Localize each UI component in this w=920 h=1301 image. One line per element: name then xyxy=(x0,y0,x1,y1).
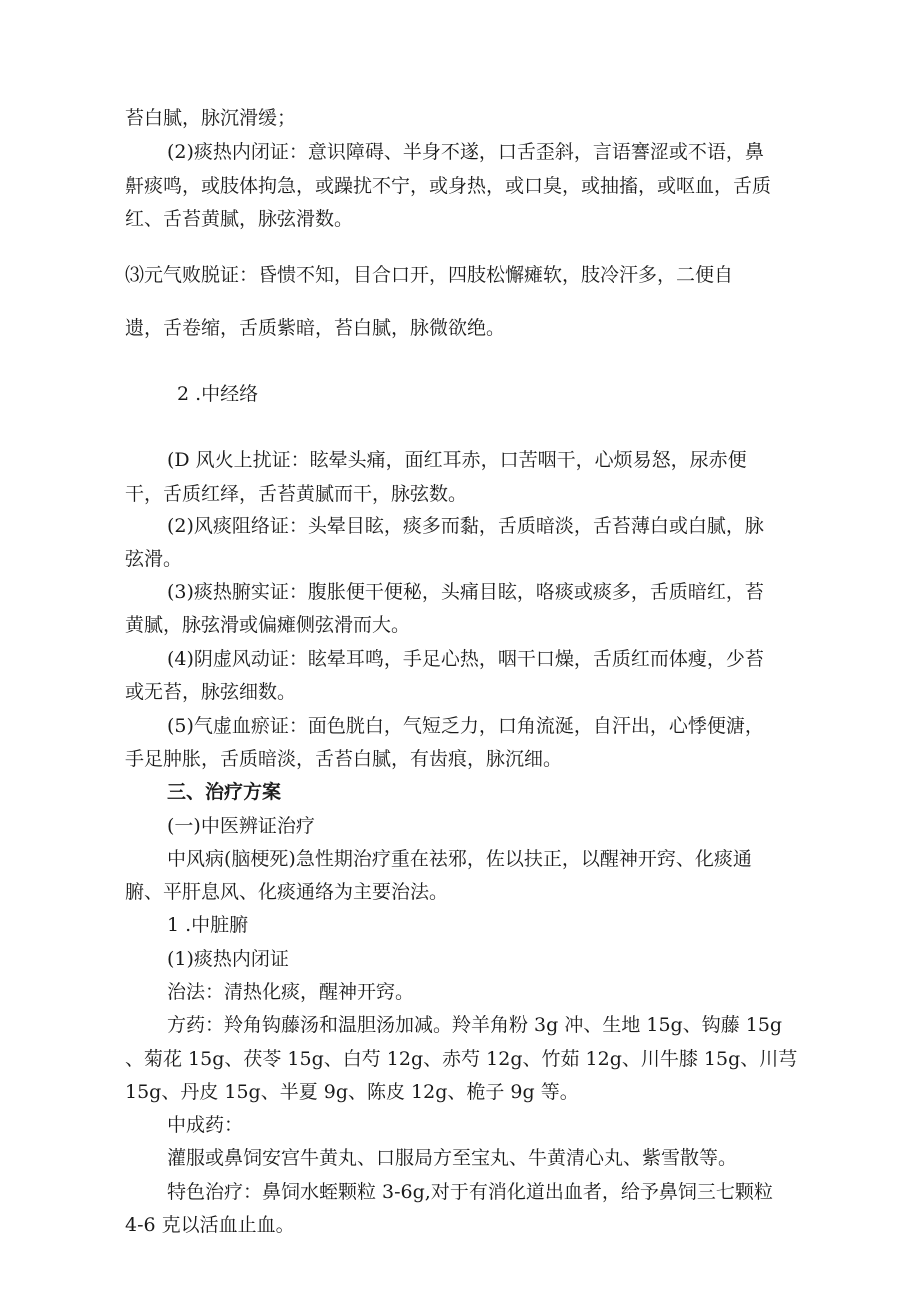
text-line: (2)痰热内闭证：意识障碍、半身不遂，口舌歪斜，言语謇涩或不语，鼻 xyxy=(167,141,764,163)
text-line: 中成药： xyxy=(167,1114,244,1136)
subsection-heading: (一)中医辨证治疗 xyxy=(167,815,315,837)
text-line: 中风病(脑梗死)急性期治疗重在祛邪，佐以扶正，以醒神开窍、化痰通 xyxy=(167,848,752,870)
text-line: 15g、丹皮 15g、半夏 9g、陈皮 12g、桅子 9g 等。 xyxy=(125,1081,579,1103)
text-line: (2)风痰阻络证：头晕目眩，痰多而黏，舌质暗淡，舌苔薄白或白腻，脉 xyxy=(167,515,764,537)
text-line: 红、舌苔黄腻，脉弦滑数。 xyxy=(125,208,354,230)
subsection-heading: 1 .中脏腑 xyxy=(167,914,249,936)
text-line: (D 风火上扰证：眩晕头痛，面红耳赤，口苦咽干，心烦易怒，尿赤便 xyxy=(167,449,747,471)
text-line: (1)痰热内闭证 xyxy=(167,948,289,970)
text-line: ⑶元气败脱证：昏愦不知，目合口开，四肢松懈瘫软，肢冷汗多，二便自 xyxy=(125,264,734,286)
text-line: 4-6 克以活血止血。 xyxy=(125,1214,295,1236)
text-line: 苔白腻，脉沉滑缓； xyxy=(125,107,297,129)
text-line: 黄腻，脉弦滑或偏瘫侧弦滑而大。 xyxy=(125,614,411,636)
text-line: (4)阴虚风动证：眩晕耳鸣，手足心热，咽干口燥，舌质红而体瘦，少苔 xyxy=(167,648,764,670)
text-line: 治法：清热化痰，醒神开窍。 xyxy=(167,981,415,1003)
text-line: 腑、平肝息风、化痰通络为主要治法。 xyxy=(125,881,449,903)
text-line: 遗，舌卷缩，舌质紫暗，苔白腻，脉微欲绝。 xyxy=(125,317,506,339)
text-line: 手足肿胀，舌质暗淡，舌苔白腻，有齿痕，脉沉细。 xyxy=(125,748,563,770)
text-line: (3)痰热腑实证：腹胀便干便秘，头痛目眩，咯痰或痰多，舌质暗红，苔 xyxy=(167,581,764,603)
text-line: 特色治疗：鼻饲水蛭颗粒 3-6g,对于有消化道出血者，给予鼻饲三七颗粒 xyxy=(167,1181,773,1203)
text-line: 、菊花 15g、茯苓 15g、白芍 12g、赤芍 12g、竹茹 12g、川牛膝 15g、川芎 xyxy=(125,1048,798,1070)
text-line: 弦滑。 xyxy=(125,548,183,570)
section-heading: 2 .中经络 xyxy=(177,383,259,405)
section-heading: 三、治疗方案 xyxy=(167,781,282,803)
text-line: 干，舌质红绎，舌苔黄腻而干，脉弦数。 xyxy=(125,483,468,505)
text-line: 或无苔，脉弦细数。 xyxy=(125,681,297,703)
text-line: 灌服或鼻饲安宫牛黄丸、口服局方至宝丸、牛黄清心丸、紫雪散等。 xyxy=(167,1147,738,1169)
text-line: 方药：羚角钩藤汤和温胆汤加减。羚羊角粉 3g 冲、生地 15g、钩藤 15g xyxy=(167,1014,783,1036)
text-line: (5)气虚血瘀证：面色胱白，气短乏力，口角流涎，自汗出，心悸便溏， xyxy=(167,715,764,737)
text-line: 鼾痰鸣，或肢体拘急，或躁扰不宁，或身热，或口臭，或抽搐，或呕血，舌质 xyxy=(125,175,772,197)
